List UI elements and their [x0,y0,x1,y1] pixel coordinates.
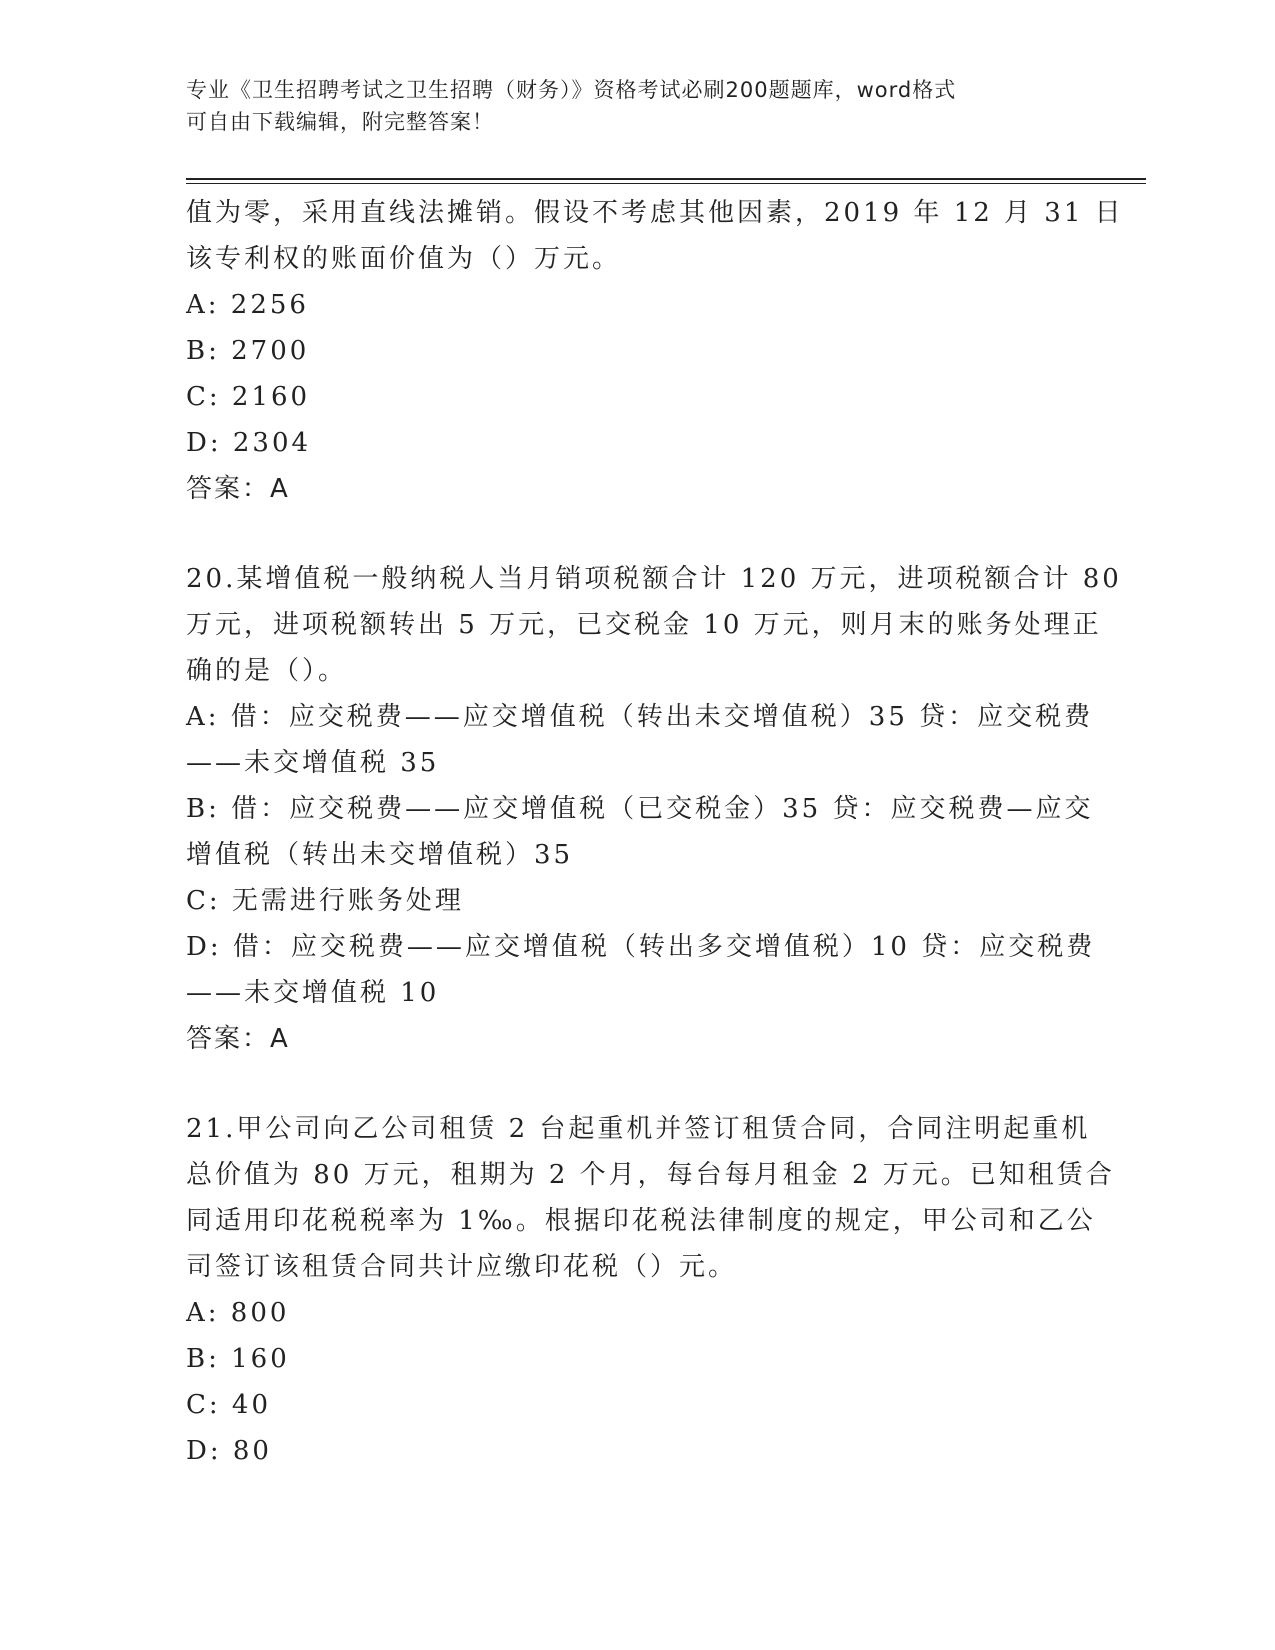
question-text-line: 值为零，采用直线法摊销。假设不考虑其他因素，2019 年 12 月 31 日 [186,198,1124,228]
option-b: B: 2700 [186,336,310,366]
question-text-line: 万元，进项税额转出 5 万元，已交税金 10 万元，则月末的账务处理正 [186,610,1102,640]
option-a: A: 800 [186,1298,290,1328]
document-header [186,74,1086,138]
option-b-continued: 增值税（转出未交增值税）35 [186,840,574,870]
answer-line: 答案：A [186,474,290,504]
question-text-line: 同适用印花税税率为 1‰。根据印花税法律制度的规定，甲公司和乙公 [186,1206,1096,1236]
question-text-line: 20.某增值税一般纳税人当月销项税额合计 120 万元，进项税额合计 80 [186,564,1122,594]
question-text-line: 该专利权的账面价值为（）万元。 [186,244,622,274]
question-text-line: 总价值为 80 万元，租期为 2 个月，每台每月租金 2 万元。已知租赁合 [186,1160,1115,1190]
option-b: B: 借：应交税费——应交增值税（已交税金）35 贷：应交税费—应交 [186,794,1094,824]
option-b: B: 160 [186,1344,290,1374]
option-c: C: 40 [186,1390,272,1420]
question-20 [186,556,1122,1062]
header-rule-thick [186,178,1146,180]
spacer [186,512,1086,556]
option-a-continued: ——未交增值税 35 [186,748,440,778]
answer-line: 答案：A [186,1024,290,1054]
option-d: D: 借：应交税费——应交增值税（转出多交增值税）10 贷：应交税费 [186,932,1096,962]
option-a: A: 借：应交税费——应交增值税（转出未交增值税）35 贷：应交税费 [186,702,1094,732]
spacer [186,1062,1086,1106]
question-21 [186,1106,1115,1474]
header-line-1: 专业《卫生招聘考试之卫生招聘（财务）》资格考试必刷200题题库，word格式 [186,78,957,102]
header-rule-thin [186,183,1146,184]
document-body [186,190,1124,1474]
option-d-continued: ——未交增值税 10 [186,978,440,1008]
question-19 [186,190,1124,512]
option-d: D: 2304 [186,428,312,458]
option-a: A: 2256 [186,290,309,320]
question-text-line: 21.甲公司向乙公司租赁 2 台起重机并签订租赁合同，合同注明起重机 [186,1114,1091,1144]
option-c: C: 2160 [186,382,311,412]
question-text-line: 司签订该租赁合同共计应缴印花税（）元。 [186,1252,738,1282]
option-d: D: 80 [186,1436,272,1466]
question-text-line: 确的是（）。 [186,656,348,686]
header-line-2: 可自由下载编辑，附完整答案！ [186,110,494,134]
option-c: C: 无需进行账务处理 [186,886,464,916]
